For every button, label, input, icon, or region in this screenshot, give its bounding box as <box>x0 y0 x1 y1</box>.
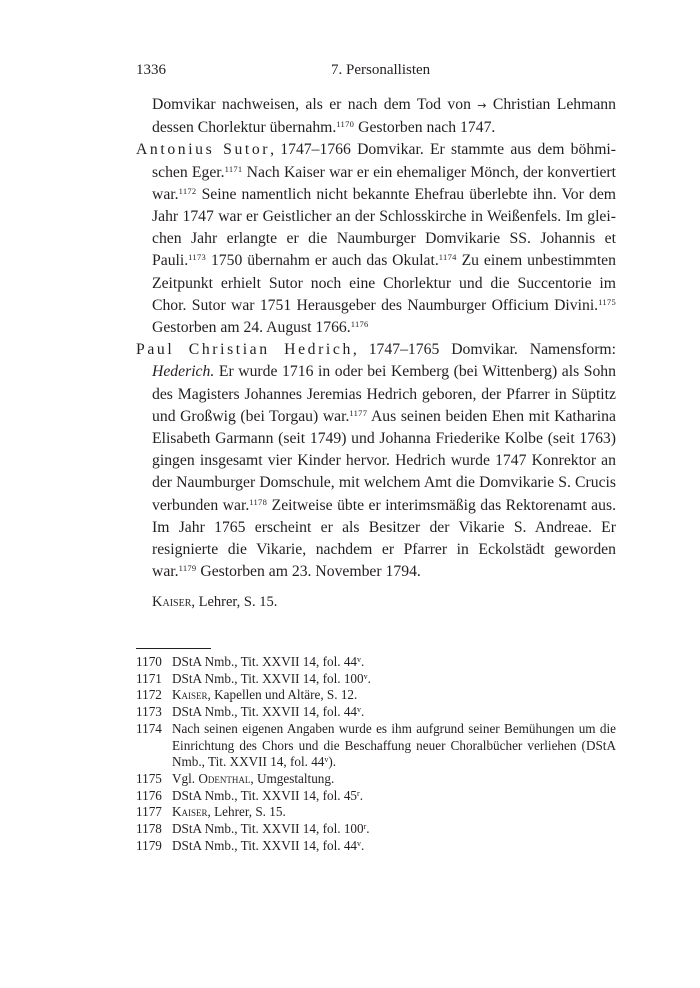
entry-text: , 1747–1766 Domvikar. Er stammte aus dem böhmischen Eger. <box>152 141 617 181</box>
main-text <box>136 94 616 614</box>
footnote-number: 1177 <box>136 804 162 820</box>
entry-text: Gestorben nach 1747. <box>354 119 496 137</box>
footnote <box>136 704 616 721</box>
footnote-ref[interactable]: 1179 <box>178 563 197 574</box>
footnote-source: DStA Nmb., Tit. XXVII 14, fol. 44 <box>172 837 358 853</box>
footnote-author: Kaiser <box>172 687 208 703</box>
person-name: Antonius Sutor <box>136 141 271 159</box>
footnote-number: 1174 <box>136 720 162 736</box>
folio-side: r <box>357 788 360 798</box>
page-header <box>136 62 616 82</box>
footnote-ref[interactable]: 1172 <box>178 185 197 196</box>
cross-reference-arrow-icon: → <box>477 99 487 112</box>
footnote-number: 1179 <box>136 837 162 853</box>
entry-text: Zeitweise übte er interimsmäßig das Rektorenamt aus. Im Jahr 1765 erscheint er als Besitzer der Vikarie S. Andreae. Er resignierte die Vikarie, nachdem er Pfarrer in Eckolstädt geworden war. <box>152 496 616 581</box>
footnote-text <box>172 838 616 855</box>
footnote <box>136 788 616 805</box>
footnote-number: 1171 <box>136 670 162 686</box>
folio-side: v <box>324 755 329 765</box>
footnote-end: . <box>361 704 365 720</box>
footnote-source: , Umgestaltung. <box>250 770 335 786</box>
footnote-source: DStA Nmb., Tit. XXVII 14, fol. 45 <box>172 787 358 803</box>
footnote-source: DStA Nmb., Tit. XXVII 14, fol. 100 <box>172 670 364 686</box>
footnote <box>136 721 616 771</box>
footnote-ref[interactable]: 1175 <box>598 296 616 307</box>
footnote-number: 1178 <box>136 821 162 837</box>
footnote-end: . <box>361 654 365 669</box>
entry-text: Zu einem unbestimmten Zeitpunkt erhielt Sutor noch eine Chorlektur und die Succentorie im Chor. Sutor war 1751 Herausgeber des Naumburger Officium Divini. <box>152 252 616 314</box>
footnote-source: DStA Nmb., Tit. XXVII 14, fol. 100 <box>172 821 364 837</box>
entry-text: , 1747–1765 Domvikar. Namensform: <box>352 341 616 359</box>
entry-text: Christian Lehmann dessen Chorlektur übernahm. <box>152 96 616 137</box>
name-variant: Hederich. <box>152 363 215 381</box>
footnote <box>136 804 616 821</box>
running-head: 7. Personallisten <box>331 62 431 78</box>
footnote-end: . <box>366 821 370 837</box>
page-number: 1336 <box>136 62 166 78</box>
literature-reference <box>152 591 616 613</box>
footnote-ref[interactable]: 1178 <box>249 496 268 507</box>
entry-text: Aus seinen beiden Ehen mit Katharina Elisabeth Garmann (seit 1749) und Johanna Friederike Kolbe (seit 1763) gingen insgesamt vier Kinder hervor. Hedrich wurde 1747 Konrektor an der Naumburger Domschule, mit welchem Amt die Domvikarie S. Crucis verbunden war. <box>152 407 616 514</box>
footnote-source: DStA Nmb., Tit. XXVII 14, fol. 44 <box>172 654 358 669</box>
person-name: Paul Christian Hedrich <box>136 341 353 359</box>
footnote-ref[interactable]: 1171 <box>224 163 243 174</box>
footnote-text <box>172 771 616 788</box>
footnote-text <box>172 654 616 671</box>
footnote-source: Vgl. <box>172 770 199 786</box>
footnote-text <box>172 671 616 688</box>
footnote-end: . <box>361 837 365 853</box>
footnote-number: 1172 <box>136 687 162 703</box>
footnote-source: DStA Nmb., Tit. XXVII 14, fol. 44 <box>172 704 358 720</box>
continued-entry <box>136 94 616 139</box>
footnote-source: , Lehrer, S. 15. <box>207 804 286 820</box>
folio-side: v <box>357 705 362 715</box>
footnote-divider <box>136 648 211 649</box>
entry-hedrich <box>136 339 616 583</box>
footnote <box>136 771 616 788</box>
footnote-ref[interactable]: 1176 <box>350 319 369 330</box>
footnote-author: Kaiser <box>172 804 208 820</box>
entry-text: Nach Kaiser war er ein ehemaliger Mönch, der konvertiert war. <box>152 163 616 203</box>
footnote <box>136 821 616 838</box>
folio-side: v <box>363 671 368 681</box>
footnote-number: 1170 <box>136 654 162 669</box>
folio-side: r <box>363 822 367 832</box>
footnote-ref[interactable]: 1170 <box>336 119 355 130</box>
entry-text: Er wurde 1716 in oder bei Kemberg (bei Wittenberg) als Sohn des Magisters Johannes Jeremias Hedrich geboren, der Pfarrer in Süptitz und Großwig (bei Torgau) war. <box>152 363 616 425</box>
footnote-number: 1176 <box>136 787 162 803</box>
footnote-number: 1175 <box>136 770 162 786</box>
footnote-end: . <box>359 787 363 803</box>
footnote-author: Odenthal <box>198 770 251 786</box>
footnote-end: ). <box>328 754 337 770</box>
entry-text: 1750 übernahm er auch das Okulat. <box>206 252 439 270</box>
footnote-source: Nach seinen eigenen Angaben wurde es ihm aufgrund seiner Bemühungen um die Einrichtung des Chors und die Beschaffung neuer Choralbücher verliehen (DStA Nmb., Tit. XXVII 14, fol. 44 <box>172 720 616 770</box>
footnote-text <box>172 704 616 721</box>
footnotes <box>136 654 616 854</box>
footnote <box>136 654 616 671</box>
folio-side: v <box>357 838 362 848</box>
footnote-number: 1173 <box>136 704 162 720</box>
footnote-text <box>172 687 616 704</box>
entry-text: Seine namentlich nicht bekannte Ehefrau überlebte ihn. Vor dem Jahr 1747 war er Geistlicher an der Schlosskirche in Weißenfels. Im gleichen Jahr erlangte er die Naumburger Domvikarie SS. Johannis et Pauli. <box>152 185 616 270</box>
footnote-ref[interactable]: 1173 <box>188 252 207 263</box>
footnote <box>136 671 616 688</box>
footnote-ref[interactable]: 1174 <box>438 252 457 263</box>
footnote <box>136 838 616 855</box>
footnote-source: , Kapellen und Altäre, S. 12. <box>207 687 358 703</box>
entry-sutor <box>136 139 616 339</box>
footnote-text <box>172 788 616 805</box>
entry-text: Domvikar nachweisen, als er nach dem Tod von <box>152 96 478 113</box>
footnote-text <box>172 804 616 821</box>
entry-text: Gestorben am 24. August 1766. <box>152 319 351 337</box>
literature-author: Kaiser <box>152 594 192 611</box>
footnote-text <box>172 821 616 838</box>
footnote-ref[interactable]: 1177 <box>349 407 368 418</box>
literature-title: , Lehrer, S. 15. <box>191 594 278 611</box>
footnote <box>136 687 616 704</box>
footnote-text <box>172 721 616 771</box>
entry-text: Gestorben am 23. November 1794. <box>196 563 421 581</box>
folio-side: v <box>357 655 362 664</box>
footnote-end: . <box>367 670 371 686</box>
